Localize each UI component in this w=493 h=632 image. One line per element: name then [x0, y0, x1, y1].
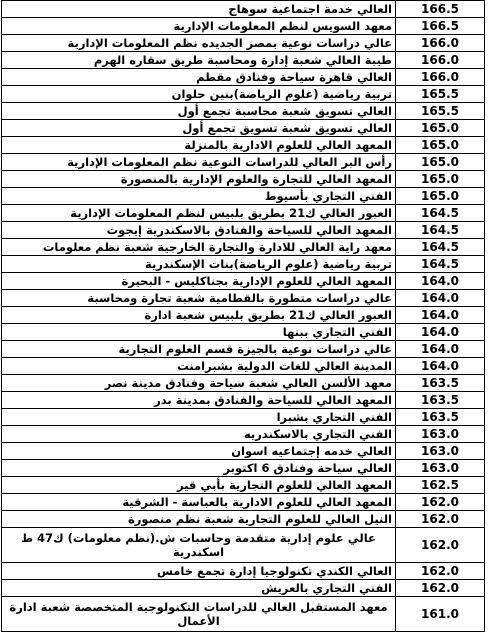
score-cell: 162.0 — [396, 580, 485, 597]
table-body — [2, 1, 485, 632]
score-cell: 163.5 — [396, 375, 485, 392]
results-table — [1, 0, 485, 632]
table-row — [2, 52, 485, 69]
institute-name-cell: العالي سياحة وفنادق 6 اكتوبر — [2, 460, 396, 477]
score-cell: 166.0 — [396, 52, 485, 69]
table-row — [2, 69, 485, 86]
score-cell: 163.5 — [396, 392, 485, 409]
institute-name-cell: العالي تسويق شعبة محاسبة تجمع أول — [2, 103, 396, 120]
table-row — [2, 120, 485, 137]
score-cell: 162.5 — [396, 477, 485, 494]
table-row — [2, 256, 485, 273]
table-row — [2, 205, 485, 222]
table-row — [2, 239, 485, 256]
table-row — [2, 460, 485, 477]
table-row — [2, 392, 485, 409]
score-cell: 164.0 — [396, 307, 485, 324]
table-row — [2, 103, 485, 120]
institute-name-cell: معهد السويس لنظم المعلومات الإدارية — [2, 18, 396, 35]
institute-name-cell: الفني التجاري بالعريش — [2, 580, 396, 597]
table-row — [2, 426, 485, 443]
score-cell: 162.0 — [396, 563, 485, 580]
table-row — [2, 222, 485, 239]
table-row — [2, 273, 485, 290]
score-cell: 165.0 — [396, 171, 485, 188]
table-row — [2, 324, 485, 341]
institute-name-cell: العالي خدمه إجتماعيه اسوان — [2, 443, 396, 460]
score-cell: 165.0 — [396, 188, 485, 205]
institute-name-cell: العبور العالي ك21 بطريق بلبيس لنظم المعلومات الإدارية — [2, 205, 396, 222]
table-row — [2, 171, 485, 188]
institute-name-cell: رأس البر العالي للدراسات النوعية نظم المعلومات الإدارية — [2, 154, 396, 171]
score-cell: 166.0 — [396, 69, 485, 86]
institute-name-cell: العالي خدمة اجتماعية سوهاج — [2, 1, 396, 18]
table-row — [2, 477, 485, 494]
institute-name-cell: المعهد العالي للسياحة والفنادق بالاسكندرية إيجوث — [2, 222, 396, 239]
institute-name-cell: المعهد العالي للعلوم الإدارية بجناكليس - البحيرة — [2, 273, 396, 290]
score-cell: 164.5 — [396, 222, 485, 239]
institute-name-cell: المعهد العالي للعلوم الادارية بالعباسة - الشرقية — [2, 494, 396, 511]
institute-name-cell: العالي الكندي تكنولوجيا إدارة تجمع خامس — [2, 563, 396, 580]
table-row — [2, 137, 485, 154]
score-cell: 164.0 — [396, 341, 485, 358]
table-row — [2, 511, 485, 528]
institute-name-cell: المعهد العالي للعلوم التجارية بأبي قير — [2, 477, 396, 494]
institute-name-cell: عالي دراسات متطورة بالقطامية شعبة تجارة ومحاسبة — [2, 290, 396, 307]
institute-name-cell: معهد الألسن العالي شعبة سياحة وفنادق مدينة نصر — [2, 375, 396, 392]
table-row — [2, 307, 485, 324]
institute-name-cell: طيبة العالي شعبة إدارة ومحاسبة طريق سقاره الهرم — [2, 52, 396, 69]
score-cell: 162.0 — [396, 528, 485, 563]
score-cell: 163.0 — [396, 443, 485, 460]
score-cell: 165.0 — [396, 120, 485, 137]
institute-name-cell: تربية رياضية (علوم الرياضة)بنين حلوان — [2, 86, 396, 103]
institute-name-cell: الفني التجاري بأسيوط — [2, 188, 396, 205]
score-cell: 163.5 — [396, 409, 485, 426]
table-row — [2, 409, 485, 426]
institute-name-cell: المدينة العالي للغات الدولية بشبرامنت — [2, 358, 396, 375]
score-cell: 166.0 — [396, 35, 485, 52]
score-cell: 162.0 — [396, 494, 485, 511]
score-cell: 163.0 — [396, 426, 485, 443]
table-row — [2, 563, 485, 580]
score-cell: 164.5 — [396, 239, 485, 256]
score-cell: 165.5 — [396, 86, 485, 103]
score-cell: 165.0 — [396, 154, 485, 171]
score-cell: 163.0 — [396, 460, 485, 477]
institute-name-cell: المعهد العالي للتجارة والعلوم الإدارية بالمنصورة — [2, 171, 396, 188]
institute-name-cell: الفني التجاري بالاسكندريه — [2, 426, 396, 443]
table-row — [2, 358, 485, 375]
institute-name-cell: العبور العالي ك21 بطريق بلبيس شعبة ادارة — [2, 307, 396, 324]
table-row — [2, 528, 485, 563]
table-row — [2, 375, 485, 392]
score-cell: 165.0 — [396, 137, 485, 154]
table-row — [2, 580, 485, 597]
score-cell: 162.0 — [396, 511, 485, 528]
table-row — [2, 494, 485, 511]
score-cell: 164.0 — [396, 290, 485, 307]
table-row — [2, 188, 485, 205]
institute-name-cell: النيل العالي للعلوم التجارية شعبة نظم منصورة — [2, 511, 396, 528]
table-row — [2, 443, 485, 460]
score-cell: 165.5 — [396, 103, 485, 120]
institute-name-cell: تربية رياضية (علوم الرياضة)بنات الإسكندرية — [2, 256, 396, 273]
table-row — [2, 154, 485, 171]
table-row — [2, 290, 485, 307]
table-row — [2, 597, 485, 632]
institute-name-cell: معهد المستقبل العالي للدراسات التكنولوجية المتخصصة شعبة ادارة الأعمال — [2, 597, 396, 632]
table-row — [2, 18, 485, 35]
score-cell: 164.5 — [396, 205, 485, 222]
institute-name-cell: الفني التجاري ببنها — [2, 324, 396, 341]
institute-name-cell: معهد راية العالي للادارة والتجارة الخارجية شعبة نظم معلومات — [2, 239, 396, 256]
score-cell: 164.0 — [396, 273, 485, 290]
institute-name-cell: عالي دراسات نوعية بالجيزة قسم العلوم التجارية — [2, 341, 396, 358]
score-cell: 166.5 — [396, 18, 485, 35]
institute-name-cell: عالي علوم إدارية متقدمة وحاسبات ش.(نظم معلومات) ك47 ط اسكندرية — [2, 528, 396, 563]
table-row — [2, 86, 485, 103]
institute-name-cell: العالي تسويق شعبة تسويق تجمع أول — [2, 120, 396, 137]
table-row — [2, 1, 485, 18]
score-cell: 164.0 — [396, 358, 485, 375]
institute-name-cell: الفني التجاري بشبرا — [2, 409, 396, 426]
institute-name-cell: العالي قاهرة سياحة وفنادق مقطم — [2, 69, 396, 86]
table-row — [2, 35, 485, 52]
institute-name-cell: المعهد العالي للسياحة والفنادق بمدينة بدر — [2, 392, 396, 409]
score-cell: 164.0 — [396, 324, 485, 341]
institute-name-cell: المعهد العالي للعلوم الادارية بالمنزلة — [2, 137, 396, 154]
score-cell: 164.5 — [396, 256, 485, 273]
table-row — [2, 341, 485, 358]
institute-name-cell: عالي دراسات نوعية بمصر الجديده نظم المعلومات الإدارية — [2, 35, 396, 52]
score-cell: 166.5 — [396, 1, 485, 18]
score-cell: 161.0 — [396, 597, 485, 632]
